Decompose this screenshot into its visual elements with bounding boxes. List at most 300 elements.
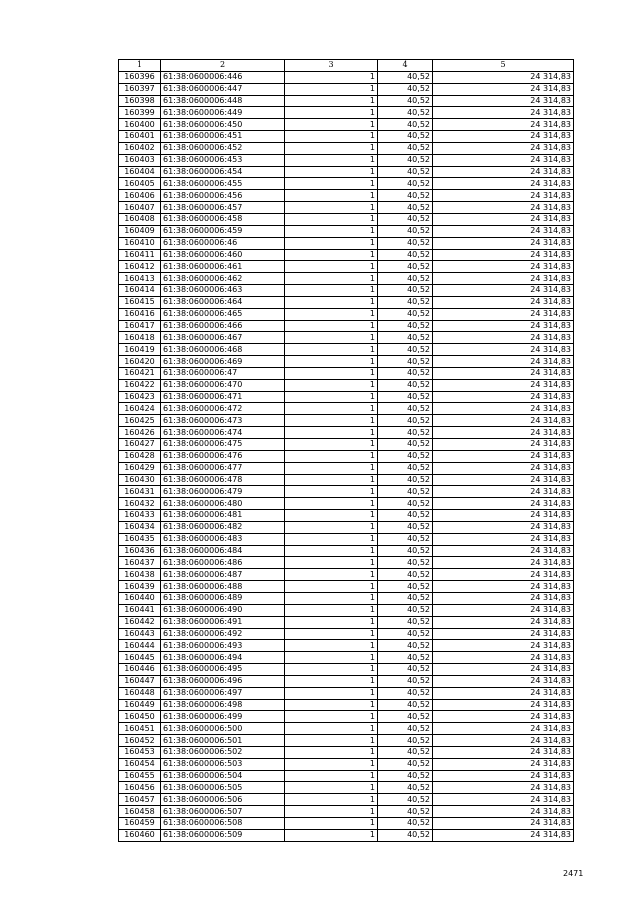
area-cell: 40,52	[378, 735, 433, 747]
row-number-cell: 160441	[119, 604, 161, 616]
row-number-cell: 160439	[119, 581, 161, 593]
count-cell: 1	[285, 273, 378, 285]
cadastral-number-cell: 61:38:0600006:454	[161, 166, 285, 178]
row-number-cell: 160423	[119, 391, 161, 403]
area-cell: 40,52	[378, 829, 433, 841]
row-number-cell: 160443	[119, 628, 161, 640]
count-cell: 1	[285, 616, 378, 628]
cadastral-number-cell: 61:38:0600006:457	[161, 202, 285, 214]
cadastral-number-cell: 61:38:0600006:500	[161, 723, 285, 735]
count-cell: 1	[285, 237, 378, 249]
cadastral-number-cell: 61:38:0600006:460	[161, 249, 285, 261]
cadastral-number-cell: 61:38:0600006:504	[161, 770, 285, 782]
cadastral-number-cell: 61:38:0600006:471	[161, 391, 285, 403]
table-row	[119, 367, 574, 379]
row-number-cell: 160442	[119, 616, 161, 628]
table-row	[119, 604, 574, 616]
area-cell: 40,52	[378, 119, 433, 131]
count-cell: 1	[285, 427, 378, 439]
cadastral-number-cell: 61:38:0600006:498	[161, 699, 285, 711]
table-row	[119, 107, 574, 119]
count-cell: 1	[285, 581, 378, 593]
count-cell: 1	[285, 533, 378, 545]
area-cell: 40,52	[378, 699, 433, 711]
area-cell: 40,52	[378, 533, 433, 545]
row-number-cell: 160408	[119, 213, 161, 225]
value-cell: 24 314,83	[433, 723, 574, 735]
table-row	[119, 498, 574, 510]
cadastral-number-cell: 61:38:0600006:474	[161, 427, 285, 439]
table-row	[119, 758, 574, 770]
row-number-cell: 160417	[119, 320, 161, 332]
cadastral-number-cell: 61:38:0600006:467	[161, 332, 285, 344]
value-cell: 24 314,83	[433, 190, 574, 202]
area-cell: 40,52	[378, 344, 433, 356]
count-cell: 1	[285, 794, 378, 806]
value-cell: 24 314,83	[433, 308, 574, 320]
column-header: 4	[378, 60, 433, 72]
area-cell: 40,52	[378, 178, 433, 190]
value-cell: 24 314,83	[433, 711, 574, 723]
row-number-cell: 160459	[119, 818, 161, 830]
table-row	[119, 675, 574, 687]
value-cell: 24 314,83	[433, 403, 574, 415]
area-cell: 40,52	[378, 723, 433, 735]
row-number-cell: 160421	[119, 367, 161, 379]
area-cell: 40,52	[378, 308, 433, 320]
cadastral-number-cell: 61:38:0600006:492	[161, 628, 285, 640]
value-cell: 24 314,83	[433, 782, 574, 794]
cadastral-number-cell: 61:38:0600006:451	[161, 131, 285, 143]
cadastral-number-cell: 61:38:0600006:489	[161, 592, 285, 604]
count-cell: 1	[285, 71, 378, 83]
count-cell: 1	[285, 107, 378, 119]
area-cell: 40,52	[378, 213, 433, 225]
value-cell: 24 314,83	[433, 735, 574, 747]
page-number: 2471	[563, 869, 584, 878]
count-cell: 1	[285, 356, 378, 368]
cadastral-number-cell: 61:38:0600006:481	[161, 510, 285, 522]
area-cell: 40,52	[378, 664, 433, 676]
value-cell: 24 314,83	[433, 474, 574, 486]
table-row	[119, 415, 574, 427]
value-cell: 24 314,83	[433, 581, 574, 593]
value-cell: 24 314,83	[433, 356, 574, 368]
area-cell: 40,52	[378, 367, 433, 379]
count-cell: 1	[285, 154, 378, 166]
value-cell: 24 314,83	[433, 213, 574, 225]
cadastral-number-cell: 61:38:0600006:472	[161, 403, 285, 415]
area-cell: 40,52	[378, 131, 433, 143]
value-cell: 24 314,83	[433, 320, 574, 332]
count-cell: 1	[285, 592, 378, 604]
cadastral-number-cell: 61:38:0600006:476	[161, 450, 285, 462]
row-number-cell: 160453	[119, 746, 161, 758]
row-number-cell: 160412	[119, 261, 161, 273]
area-cell: 40,52	[378, 498, 433, 510]
table-row	[119, 273, 574, 285]
table-row	[119, 616, 574, 628]
area-cell: 40,52	[378, 285, 433, 297]
table-row	[119, 142, 574, 154]
cadastral-number-cell: 61:38:0600006:488	[161, 581, 285, 593]
value-cell: 24 314,83	[433, 510, 574, 522]
row-number-cell: 160415	[119, 296, 161, 308]
cadastral-number-cell: 61:38:0600006:508	[161, 818, 285, 830]
count-cell: 1	[285, 95, 378, 107]
cadastral-number-cell: 61:38:0600006:487	[161, 569, 285, 581]
row-number-cell: 160455	[119, 770, 161, 782]
count-cell: 1	[285, 379, 378, 391]
value-cell: 24 314,83	[433, 829, 574, 841]
count-cell: 1	[285, 510, 378, 522]
table-row	[119, 545, 574, 557]
row-number-cell: 160433	[119, 510, 161, 522]
table-row	[119, 486, 574, 498]
table-row	[119, 427, 574, 439]
count-cell: 1	[285, 604, 378, 616]
row-number-cell: 160427	[119, 439, 161, 451]
area-cell: 40,52	[378, 462, 433, 474]
value-cell: 24 314,83	[433, 533, 574, 545]
cadastral-number-cell: 61:38:0600006:466	[161, 320, 285, 332]
area-cell: 40,52	[378, 261, 433, 273]
count-cell: 1	[285, 652, 378, 664]
row-number-cell: 160435	[119, 533, 161, 545]
row-number-cell: 160411	[119, 249, 161, 261]
row-number-cell: 160444	[119, 640, 161, 652]
cadastral-number-cell: 61:38:0600006:469	[161, 356, 285, 368]
value-cell: 24 314,83	[433, 486, 574, 498]
cadastral-number-cell: 61:38:0600006:452	[161, 142, 285, 154]
row-number-cell: 160446	[119, 664, 161, 676]
count-cell: 1	[285, 225, 378, 237]
value-cell: 24 314,83	[433, 344, 574, 356]
count-cell: 1	[285, 699, 378, 711]
area-cell: 40,52	[378, 628, 433, 640]
row-number-cell: 160396	[119, 71, 161, 83]
area-cell: 40,52	[378, 770, 433, 782]
area-cell: 40,52	[378, 557, 433, 569]
cadastral-number-cell: 61:38:0600006:503	[161, 758, 285, 770]
row-number-cell: 160434	[119, 521, 161, 533]
table-row	[119, 320, 574, 332]
table-row	[119, 178, 574, 190]
value-cell: 24 314,83	[433, 746, 574, 758]
area-cell: 40,52	[378, 675, 433, 687]
count-cell: 1	[285, 131, 378, 143]
table-row	[119, 746, 574, 758]
row-number-cell: 160400	[119, 119, 161, 131]
value-cell: 24 314,83	[433, 83, 574, 95]
value-cell: 24 314,83	[433, 616, 574, 628]
cadastral-number-cell: 61:38:0600006:468	[161, 344, 285, 356]
value-cell: 24 314,83	[433, 379, 574, 391]
value-cell: 24 314,83	[433, 71, 574, 83]
area-cell: 40,52	[378, 332, 433, 344]
cadastral-number-cell: 61:38:0600006:463	[161, 285, 285, 297]
value-cell: 24 314,83	[433, 794, 574, 806]
table-row	[119, 782, 574, 794]
table-row	[119, 296, 574, 308]
row-number-cell: 160437	[119, 557, 161, 569]
cadastral-number-cell: 61:38:0600006:456	[161, 190, 285, 202]
table-row	[119, 154, 574, 166]
row-number-cell: 160418	[119, 332, 161, 344]
area-cell: 40,52	[378, 391, 433, 403]
row-number-cell: 160402	[119, 142, 161, 154]
table-row	[119, 131, 574, 143]
cadastral-number-cell: 61:38:0600006:475	[161, 439, 285, 451]
area-cell: 40,52	[378, 237, 433, 249]
value-cell: 24 314,83	[433, 758, 574, 770]
count-cell: 1	[285, 296, 378, 308]
area-cell: 40,52	[378, 794, 433, 806]
count-cell: 1	[285, 308, 378, 320]
value-cell: 24 314,83	[433, 545, 574, 557]
value-cell: 24 314,83	[433, 604, 574, 616]
count-cell: 1	[285, 640, 378, 652]
row-number-cell: 160424	[119, 403, 161, 415]
value-cell: 24 314,83	[433, 652, 574, 664]
row-number-cell: 160432	[119, 498, 161, 510]
area-cell: 40,52	[378, 273, 433, 285]
area-cell: 40,52	[378, 356, 433, 368]
cadastral-number-cell: 61:38:0600006:464	[161, 296, 285, 308]
table-row	[119, 356, 574, 368]
count-cell: 1	[285, 818, 378, 830]
table-row	[119, 166, 574, 178]
count-cell: 1	[285, 285, 378, 297]
count-cell: 1	[285, 675, 378, 687]
area-cell: 40,52	[378, 521, 433, 533]
table-row	[119, 237, 574, 249]
cadastral-number-cell: 61:38:0600006:482	[161, 521, 285, 533]
table-row	[119, 735, 574, 747]
row-number-cell: 160429	[119, 462, 161, 474]
table-row	[119, 533, 574, 545]
cadastral-number-cell: 61:38:0600006:479	[161, 486, 285, 498]
count-cell: 1	[285, 439, 378, 451]
area-cell: 40,52	[378, 687, 433, 699]
count-cell: 1	[285, 391, 378, 403]
area-cell: 40,52	[378, 604, 433, 616]
row-number-cell: 160401	[119, 131, 161, 143]
cadastral-number-cell: 61:38:0600006:495	[161, 664, 285, 676]
value-cell: 24 314,83	[433, 166, 574, 178]
table-row	[119, 213, 574, 225]
count-cell: 1	[285, 344, 378, 356]
cadastral-number-cell: 61:38:0600006:453	[161, 154, 285, 166]
table-row	[119, 818, 574, 830]
cadastral-number-cell: 61:38:0600006:506	[161, 794, 285, 806]
cadastral-number-cell: 61:38:0600006:497	[161, 687, 285, 699]
value-cell: 24 314,83	[433, 154, 574, 166]
area-cell: 40,52	[378, 166, 433, 178]
row-number-cell: 160397	[119, 83, 161, 95]
row-number-cell: 160422	[119, 379, 161, 391]
value-cell: 24 314,83	[433, 687, 574, 699]
count-cell: 1	[285, 498, 378, 510]
count-cell: 1	[285, 83, 378, 95]
table-row	[119, 510, 574, 522]
count-cell: 1	[285, 746, 378, 758]
value-cell: 24 314,83	[433, 202, 574, 214]
cadastral-number-cell: 61:38:0600006:484	[161, 545, 285, 557]
value-cell: 24 314,83	[433, 367, 574, 379]
register-table	[118, 59, 574, 842]
cadastral-number-cell: 61:38:0600006:502	[161, 746, 285, 758]
area-cell: 40,52	[378, 758, 433, 770]
cadastral-number-cell: 61:38:0600006:465	[161, 308, 285, 320]
count-cell: 1	[285, 474, 378, 486]
row-number-cell: 160456	[119, 782, 161, 794]
area-cell: 40,52	[378, 427, 433, 439]
count-cell: 1	[285, 723, 378, 735]
area-cell: 40,52	[378, 592, 433, 604]
column-header: 5	[433, 60, 574, 72]
value-cell: 24 314,83	[433, 640, 574, 652]
area-cell: 40,52	[378, 510, 433, 522]
row-number-cell: 160457	[119, 794, 161, 806]
table-row	[119, 474, 574, 486]
table-row	[119, 640, 574, 652]
table-row	[119, 83, 574, 95]
cadastral-number-cell: 61:38:0600006:507	[161, 806, 285, 818]
row-number-cell: 160399	[119, 107, 161, 119]
count-cell: 1	[285, 450, 378, 462]
cadastral-number-cell: 61:38:0600006:46	[161, 237, 285, 249]
table-row	[119, 190, 574, 202]
table-row	[119, 687, 574, 699]
area-cell: 40,52	[378, 225, 433, 237]
cadastral-number-cell: 61:38:0600006:477	[161, 462, 285, 474]
row-number-cell: 160448	[119, 687, 161, 699]
count-cell: 1	[285, 249, 378, 261]
value-cell: 24 314,83	[433, 521, 574, 533]
count-cell: 1	[285, 213, 378, 225]
area-cell: 40,52	[378, 450, 433, 462]
row-number-cell: 160460	[119, 829, 161, 841]
area-cell: 40,52	[378, 616, 433, 628]
table-row	[119, 95, 574, 107]
area-cell: 40,52	[378, 581, 433, 593]
table-row	[119, 829, 574, 841]
value-cell: 24 314,83	[433, 569, 574, 581]
area-cell: 40,52	[378, 486, 433, 498]
area-cell: 40,52	[378, 545, 433, 557]
count-cell: 1	[285, 711, 378, 723]
value-cell: 24 314,83	[433, 249, 574, 261]
value-cell: 24 314,83	[433, 95, 574, 107]
value-cell: 24 314,83	[433, 178, 574, 190]
cadastral-number-cell: 61:38:0600006:462	[161, 273, 285, 285]
cadastral-number-cell: 61:38:0600006:47	[161, 367, 285, 379]
value-cell: 24 314,83	[433, 628, 574, 640]
count-cell: 1	[285, 415, 378, 427]
table-row	[119, 391, 574, 403]
row-number-cell: 160398	[119, 95, 161, 107]
row-number-cell: 160410	[119, 237, 161, 249]
row-number-cell: 160409	[119, 225, 161, 237]
table-row	[119, 344, 574, 356]
count-cell: 1	[285, 178, 378, 190]
area-cell: 40,52	[378, 142, 433, 154]
cadastral-number-cell: 61:38:0600006:448	[161, 95, 285, 107]
cadastral-number-cell: 61:38:0600006:493	[161, 640, 285, 652]
row-number-cell: 160404	[119, 166, 161, 178]
table-row	[119, 450, 574, 462]
table-row	[119, 521, 574, 533]
count-cell: 1	[285, 367, 378, 379]
value-cell: 24 314,83	[433, 462, 574, 474]
count-cell: 1	[285, 735, 378, 747]
cadastral-number-cell: 61:38:0600006:458	[161, 213, 285, 225]
table-row	[119, 628, 574, 640]
table-row	[119, 794, 574, 806]
count-cell: 1	[285, 557, 378, 569]
count-cell: 1	[285, 166, 378, 178]
value-cell: 24 314,83	[433, 107, 574, 119]
area-cell: 40,52	[378, 782, 433, 794]
area-cell: 40,52	[378, 296, 433, 308]
table-row	[119, 202, 574, 214]
row-number-cell: 160445	[119, 652, 161, 664]
table-row	[119, 462, 574, 474]
row-number-cell: 160440	[119, 592, 161, 604]
table-row	[119, 581, 574, 593]
row-number-cell: 160431	[119, 486, 161, 498]
table-row	[119, 652, 574, 664]
row-number-cell: 160450	[119, 711, 161, 723]
count-cell: 1	[285, 462, 378, 474]
area-cell: 40,52	[378, 640, 433, 652]
count-cell: 1	[285, 782, 378, 794]
row-number-cell: 160428	[119, 450, 161, 462]
cadastral-number-cell: 61:38:0600006:447	[161, 83, 285, 95]
table-row	[119, 249, 574, 261]
value-cell: 24 314,83	[433, 261, 574, 273]
value-cell: 24 314,83	[433, 592, 574, 604]
count-cell: 1	[285, 261, 378, 273]
cadastral-number-cell: 61:38:0600006:473	[161, 415, 285, 427]
row-number-cell: 160419	[119, 344, 161, 356]
area-cell: 40,52	[378, 746, 433, 758]
table-row	[119, 569, 574, 581]
area-cell: 40,52	[378, 711, 433, 723]
count-cell: 1	[285, 628, 378, 640]
count-cell: 1	[285, 770, 378, 782]
table-row	[119, 403, 574, 415]
column-header: 2	[161, 60, 285, 72]
table-row	[119, 308, 574, 320]
cadastral-number-cell: 61:38:0600006:483	[161, 533, 285, 545]
count-cell: 1	[285, 758, 378, 770]
cadastral-number-cell: 61:38:0600006:499	[161, 711, 285, 723]
count-cell: 1	[285, 569, 378, 581]
row-number-cell: 160414	[119, 285, 161, 297]
value-cell: 24 314,83	[433, 131, 574, 143]
value-cell: 24 314,83	[433, 273, 574, 285]
area-cell: 40,52	[378, 249, 433, 261]
column-header: 3	[285, 60, 378, 72]
row-number-cell: 160447	[119, 675, 161, 687]
cadastral-number-cell: 61:38:0600006:478	[161, 474, 285, 486]
row-number-cell: 160403	[119, 154, 161, 166]
count-cell: 1	[285, 190, 378, 202]
value-cell: 24 314,83	[433, 557, 574, 569]
cadastral-number-cell: 61:38:0600006:509	[161, 829, 285, 841]
